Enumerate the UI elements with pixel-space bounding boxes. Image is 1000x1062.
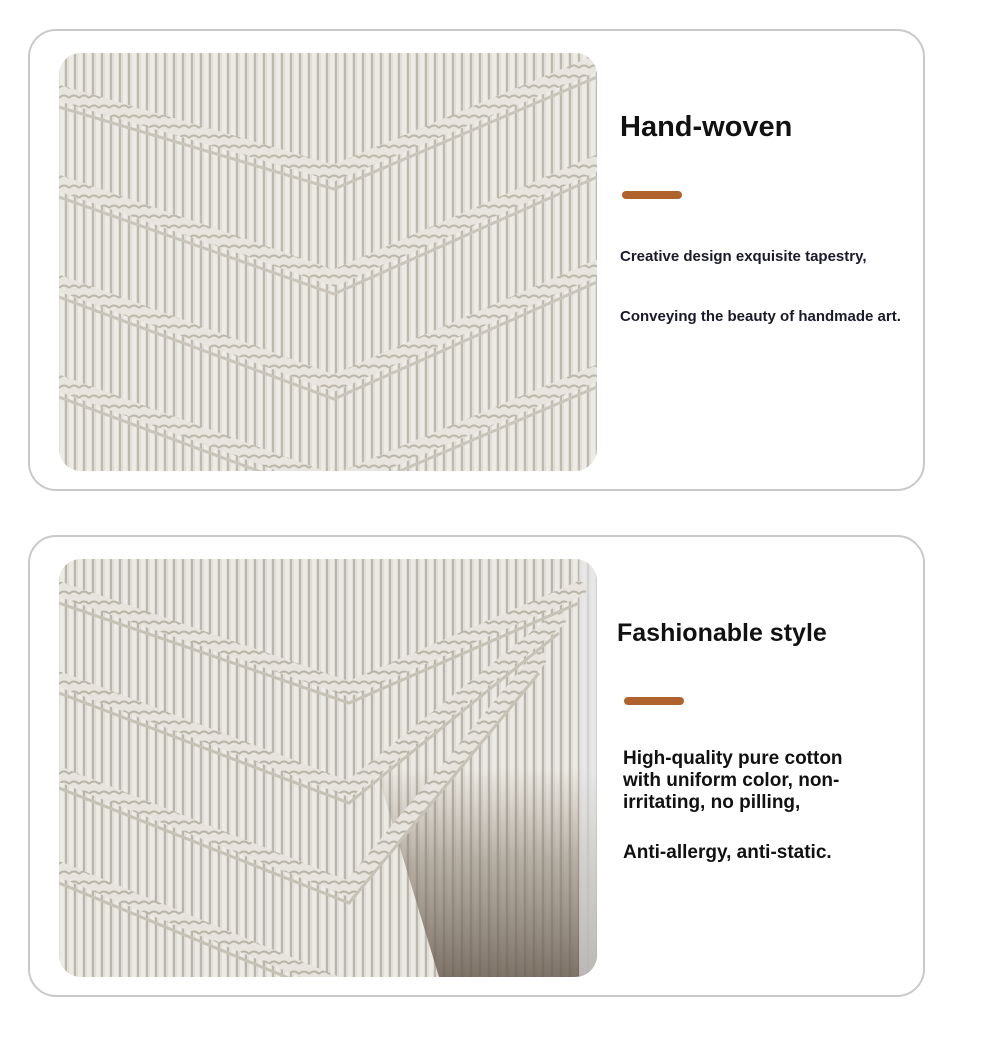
macrame-chevron-tapestry-photo: [59, 53, 597, 471]
description-line: Creative design exquisite tapestry,: [620, 248, 867, 265]
macrame-chevron-tapestry-icon: [59, 53, 597, 471]
accent-divider: [622, 191, 682, 199]
section-heading: Hand-woven: [620, 111, 793, 143]
accent-divider: [624, 697, 684, 705]
description-line: Conveying the beauty of handmade art.: [620, 308, 901, 325]
feature-card-hand-woven: [28, 29, 925, 491]
description-line: Anti-allergy, anti-static.: [623, 842, 832, 863]
section-heading: Fashionable style: [617, 619, 827, 647]
description-paragraph: High-quality pure cotton with uniform color, non-irritating, no pilling,: [623, 748, 843, 813]
macrame-ombre-tapestry-icon: [59, 559, 597, 977]
macrame-ombre-tapestry-photo: [59, 559, 597, 977]
feature-card-fashionable-style: [28, 535, 925, 997]
